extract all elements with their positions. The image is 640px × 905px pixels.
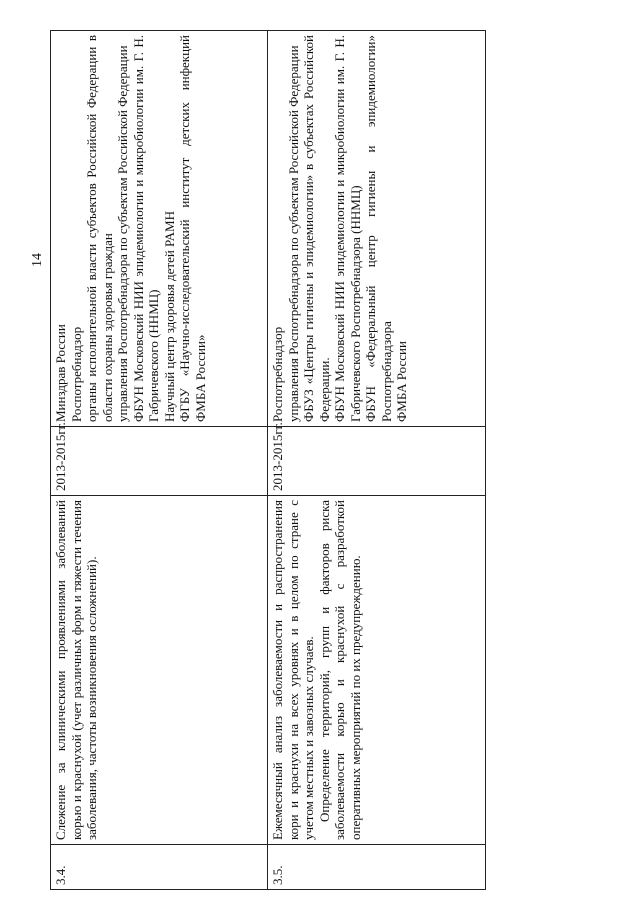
executor-line: органы исполнительной власти субъектов Российской Федерации в области охраны здоровья граждан (84, 35, 115, 422)
executor-line: ФБУН Московский НИИ эпидемиологии и микробиологии им. Г. Н. Габричевского (ННМЦ) (130, 35, 161, 422)
table-row (268, 31, 486, 890)
executor-line: ФБУН Московский НИИ эпидемиологии и микробиологии им. Г. Н. Габричевского Роспотребнадзора (ННМЦ) (332, 35, 363, 422)
measure-description (51, 496, 268, 845)
page-number: 14 (30, 253, 45, 267)
description-paragraph: Ежемесячный анализ заболеваемости и распространения кори и краснухи на всех уровнях и в целом по стране с учетом местных и завозных случаев. (270, 500, 316, 840)
executor-line: Минздрав России (53, 324, 68, 422)
table-row (51, 31, 268, 890)
measure-executors (51, 31, 268, 427)
executor-line: ФГБУ «Научно-исследовательский институт детских инфекций ФМБА России» (177, 35, 208, 422)
executor-line: Роспотребнадзор (270, 326, 285, 422)
row-number: 3.5. (268, 845, 486, 890)
executor-line: управления Роспотребнадзора по субъектам Российской Федерации (285, 45, 301, 422)
measure-term: 2013-2015гг. (268, 427, 486, 496)
measure-executors (268, 31, 486, 427)
measure-description (268, 496, 486, 845)
measures-table (50, 30, 486, 890)
executor-line: ФБУН «Федеральный центр гигиены и эпидемиологии» Роспотребнадзора (363, 35, 394, 422)
executor-line: Роспотребнадзор (68, 326, 84, 422)
description-paragraph: Определение территорий, групп и факторов риска заболеваемости корью и краснухой с разработкой оперативных мероприятий по их предупреждению. (316, 500, 363, 840)
executor-line: управления Роспотребнадзора по субъектам Российской Федерации (115, 45, 130, 422)
description-paragraph: Слежение за клиническими проявлениями заболеваний корью и краснухой (учет различных форм и тяжести течения заболевания, частоты возникновения осложнений). (53, 500, 99, 840)
row-number: 3.4. (51, 845, 268, 890)
executor-line: ФБУЗ «Центры гигиены и эпидемиологии» в субъектах Российской Федерации. (301, 35, 332, 422)
rotated-table-container (50, 30, 485, 890)
executor-line: Научный центр здоровья детей РАМН (161, 211, 177, 422)
measure-term: 2013-2015гг. (51, 427, 268, 496)
executor-line: ФМБА России (394, 341, 409, 422)
